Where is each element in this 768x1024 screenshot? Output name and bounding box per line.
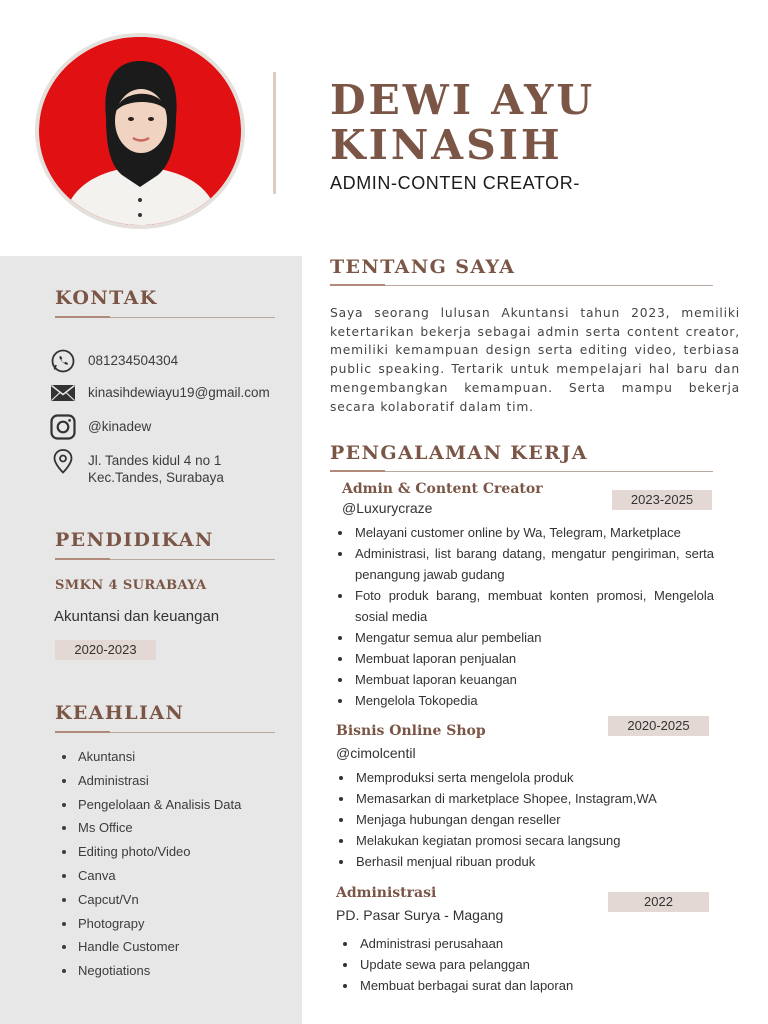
- job-duty: Update sewa para pelanggan: [341, 954, 711, 975]
- job-duty: Menjaga hubungan dengan reseller: [337, 809, 715, 830]
- mail-icon: [50, 380, 76, 406]
- job-company: PD. Pasar Surya - Magang: [336, 907, 504, 923]
- phone-icon: [50, 348, 76, 374]
- profile-photo-image: [39, 37, 241, 225]
- skill-item: Handle Customer: [62, 937, 241, 961]
- instagram-icon: [50, 414, 76, 440]
- address-text: [88, 448, 224, 486]
- school-name: SMKN 4 SURABAYA: [55, 578, 207, 593]
- address-line-1: Jl. Tandes kidul 4 no 1: [88, 453, 222, 468]
- job-duties-list: [336, 522, 714, 711]
- contact-rule-accent: [55, 316, 110, 318]
- job-duty: Membuat berbagai surat dan laporan: [341, 975, 711, 996]
- name-line-1: DEWI AYU: [330, 76, 596, 124]
- contact-address: [50, 448, 224, 486]
- skills-rule-accent: [55, 731, 110, 733]
- profile-photo: [35, 33, 245, 229]
- job-duty: Mengatur semua alur pembelian: [336, 627, 714, 648]
- job-duty: Memasarkan di marketplace Shopee, Instagram,WA: [337, 788, 715, 809]
- location-pin-icon: [50, 448, 76, 474]
- skill-item: Canva: [62, 866, 241, 890]
- about-rule: [330, 285, 713, 286]
- name-line-2: KINASIH: [330, 121, 563, 169]
- contact-email: [50, 380, 270, 406]
- job-duty: Membuat laporan keuangan: [336, 669, 714, 690]
- email-text[interactable]: kinasihdewiayu19@gmail.com: [88, 385, 270, 400]
- experience-heading: PENGALAMAN KERJA: [330, 442, 588, 464]
- skill-item: Negotiations: [62, 961, 241, 985]
- education-years-badge: 2020-2023: [55, 640, 156, 660]
- education-rule-accent: [55, 558, 110, 560]
- contact-phone: [50, 348, 178, 374]
- job-duty: Membuat laporan penjualan: [336, 648, 714, 669]
- header-divider: [273, 72, 276, 194]
- school-major: Akuntansi dan keuangan: [54, 608, 220, 625]
- job-duty: Melayani customer online by Wa, Telegram, Marketplace: [336, 522, 714, 543]
- skills-heading: KEAHLIAN: [55, 702, 185, 724]
- about-text: Saya seorang lulusan Akuntansi tahun 2023, memiliki ketertarikan bekerja sebagai admin serta content creator, memiliki kemampuan design serta editing video, terbiasa public speaking. Tertarik untuk mempelajari hal baru dan mengembangkan kemampuan. Serta mampu bekerja secara kolaboratif dalam tim.: [330, 306, 740, 414]
- job-title: Admin & Content Creator: [342, 481, 543, 497]
- experience-rule-accent: [330, 470, 385, 472]
- phone-text[interactable]: 081234504304: [88, 353, 179, 368]
- about-rule-accent: [330, 284, 385, 286]
- full-name: [330, 78, 595, 168]
- skill-item: Photograpy: [62, 914, 241, 938]
- address-line-2: Kec.Tandes, Surabaya: [88, 470, 224, 485]
- job-years-badge: 2023-2025: [612, 490, 712, 510]
- skill-item: Pengelolaan & Analisis Data: [62, 795, 241, 819]
- job-duty: Foto produk barang, membuat konten promosi, Mengelola sosial media: [336, 585, 714, 627]
- job-duty: Memproduksi serta mengelola produk: [337, 767, 715, 788]
- skill-item: Ms Office: [62, 818, 241, 842]
- job-duty: Administrasi perusahaan: [341, 933, 711, 954]
- job-years-badge: 2020-2025: [608, 716, 709, 736]
- job-duty: Melakukan kegiatan promosi secara langsung: [337, 830, 715, 851]
- instagram-text[interactable]: @kinadew: [88, 419, 152, 434]
- skill-item: Editing photo/Video: [62, 842, 241, 866]
- job-company: @Luxurycraze: [342, 500, 433, 516]
- job-company: @cimolcentil: [336, 745, 416, 761]
- skill-item: Capcut/Vn: [62, 890, 241, 914]
- skill-item: Administrasi: [62, 771, 241, 795]
- skill-item: Akuntansi: [62, 747, 241, 771]
- experience-rule: [330, 471, 713, 472]
- job-duty: Mengelola Tokopedia: [336, 690, 714, 711]
- job-duties-list: [337, 767, 715, 872]
- job-role: ADMIN-CONTEN CREATOR-: [330, 173, 580, 193]
- job-duty: Administrasi, list barang datang, mengatur pengiriman, serta penangung jawab gudang: [336, 543, 714, 585]
- job-title: Administrasi: [336, 885, 437, 901]
- skills-list: [62, 747, 241, 985]
- about-heading: TENTANG SAYA: [330, 256, 516, 278]
- job-duties-list: [341, 933, 711, 996]
- contact-instagram: [50, 414, 151, 440]
- job-duty: Berhasil menjual ribuan produk: [337, 851, 715, 872]
- job-years-badge: 2022: [608, 892, 709, 912]
- job-title: Bisnis Online Shop: [336, 723, 486, 739]
- education-heading: PENDIDIKAN: [55, 529, 214, 551]
- contact-heading: KONTAK: [55, 287, 158, 309]
